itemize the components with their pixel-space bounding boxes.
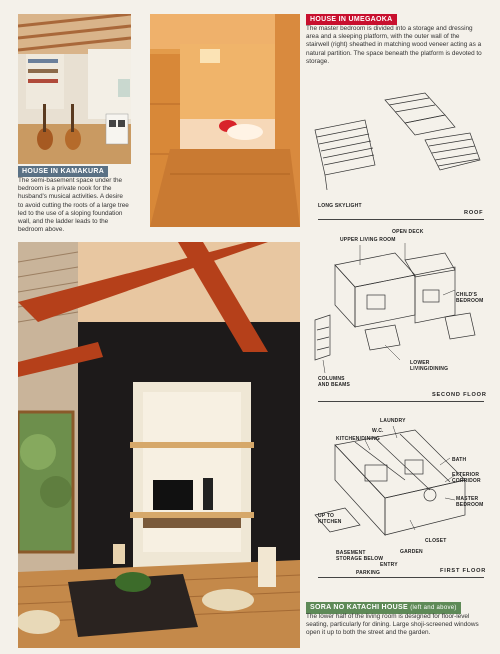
label-lower-living-dining: LOWER LIVING/DINING bbox=[410, 360, 449, 372]
label-master-bedroom: MASTER BEDROOM bbox=[456, 496, 484, 508]
umegaoka-photo-art bbox=[150, 14, 300, 227]
label-laundry: LAUNDRY bbox=[380, 418, 406, 424]
second-floor-section-rule bbox=[318, 401, 484, 402]
label-upper-living-room: UPPER LIVING ROOM bbox=[340, 237, 396, 243]
label-long-skylight: LONG SKYLIGHT bbox=[318, 203, 362, 209]
sora-title-text: SORA NO KATACHI HOUSE bbox=[310, 604, 408, 611]
label-columns-and-beams: COLUMNS AND BEAMS bbox=[318, 376, 351, 388]
sora-title-note: (left and above) bbox=[410, 605, 457, 611]
roof-section-title: ROOF bbox=[464, 210, 484, 216]
label-up-to-kitchen: UP TO KITCHEN bbox=[318, 513, 342, 525]
kamakura-text: The semi-basement space under the bedroom is a private nook for the husband's musical activities. A desire to avoid cutting the roots of a large tree led to the use of a sloping foundation wall, and the ladder leads to the bedroom above. bbox=[18, 177, 129, 234]
first-floor-diagram bbox=[305, 420, 485, 565]
label-basement-storage: BASEMENT STORAGE BELOW bbox=[336, 550, 384, 562]
second-floor-section-title: SECOND FLOOR bbox=[432, 392, 487, 398]
umegaoka-photo bbox=[150, 14, 300, 227]
label-wc: W.C. bbox=[372, 428, 384, 434]
sora-text: The lower half of the living room is designed for floor-level seating, particularly for dining. Large shoji-screened windows open it up to both the street and the garden. bbox=[306, 613, 479, 637]
roof-section-rule bbox=[318, 219, 484, 220]
label-open-deck: OPEN DECK bbox=[392, 229, 424, 235]
roof-diagram bbox=[305, 85, 485, 217]
label-exterior-corridor: EXTERIOR CORRIDOR bbox=[452, 472, 481, 484]
label-entry: ENTRY bbox=[380, 562, 398, 568]
sora-living-room-photo bbox=[18, 242, 300, 648]
sora-photo-art bbox=[18, 242, 300, 648]
second-floor-diagram bbox=[305, 235, 485, 385]
label-parking: PARKING bbox=[356, 570, 381, 576]
label-garden: GARDEN bbox=[400, 549, 423, 555]
second-floor-drawing bbox=[305, 235, 485, 385]
kamakura-photo bbox=[18, 14, 131, 164]
kamakura-title: HOUSE IN KAMAKURA bbox=[18, 166, 108, 177]
label-closet: CLOSET bbox=[425, 538, 447, 544]
label-childs-bedroom: CHILD'S BEDROOM bbox=[456, 292, 484, 304]
kamakura-photo-art bbox=[18, 14, 131, 164]
first-floor-section-title: FIRST FLOOR bbox=[440, 568, 487, 574]
umegaoka-text: The master bedroom is divided into a storage and dressing area and a sleeping platform, with the outer wall of the stairwell (right) sheathed in matching wood veneer acting as a natural partition. The space beneath the platform is devoted to storage. bbox=[306, 25, 482, 65]
umegaoka-title: HOUSE IN UMEGAOKA bbox=[306, 14, 397, 25]
first-floor-section-rule bbox=[318, 577, 484, 578]
first-floor-drawing bbox=[305, 420, 485, 565]
label-bath: BATH bbox=[452, 457, 467, 463]
label-kitchen-dining: KITCHEN/DINING bbox=[336, 436, 380, 442]
roof-drawing bbox=[305, 85, 485, 217]
